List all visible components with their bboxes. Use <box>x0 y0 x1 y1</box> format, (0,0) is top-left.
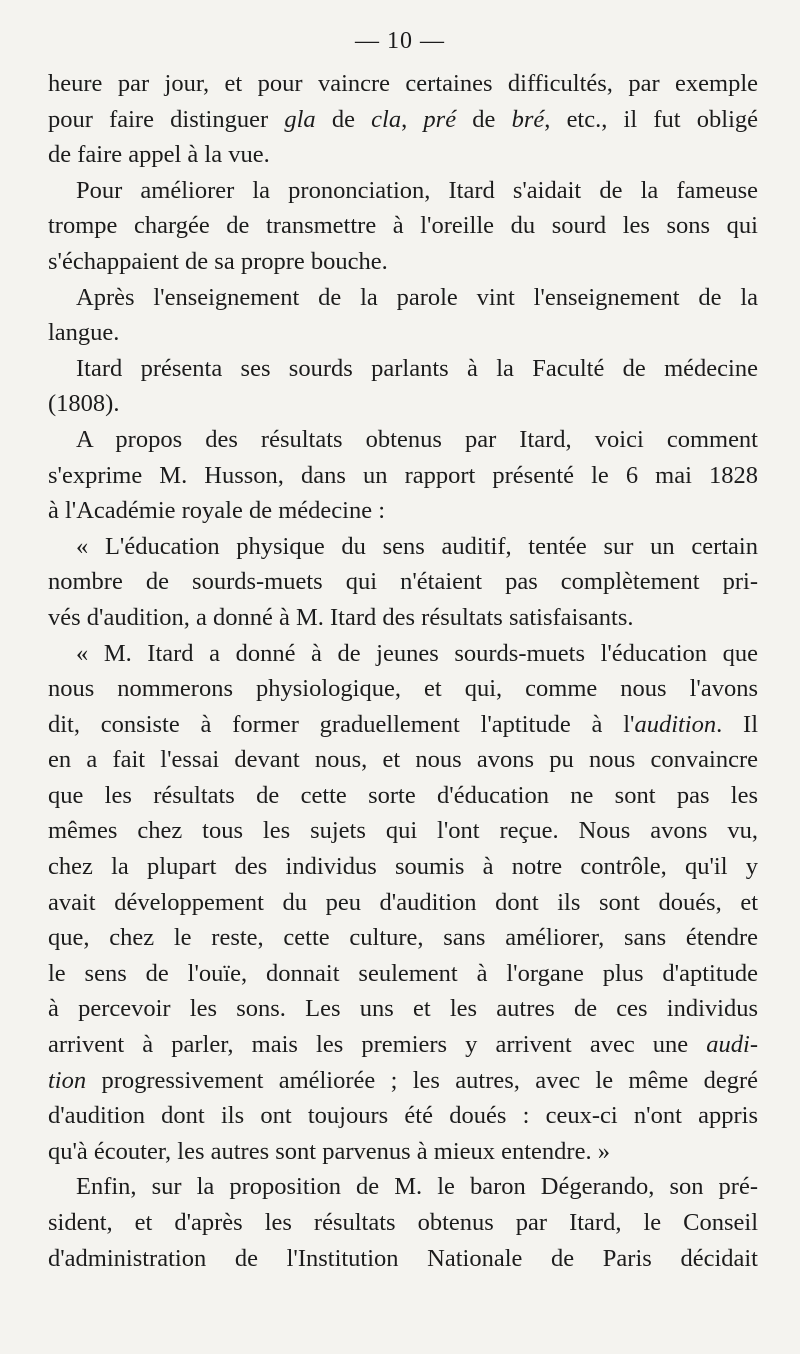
text-line: d'administration de l'Institution Nationale de Paris décidait <box>48 1244 758 1272</box>
text-line: vés d'audition, a donné à M. Itard des résultats satisfaisants. <box>48 603 634 631</box>
text-line: pour faire distinguer gla de cla, pré de bré, etc., il fut obligé <box>48 105 758 133</box>
text-line: (1808). <box>48 390 120 418</box>
text-line: s'échappaient de sa propre bouche. <box>48 247 388 275</box>
text-line: avait développement du peu d'audition dont ils sont doués, et <box>48 888 758 916</box>
text-line: en a fait l'essai devant nous, et nous avons pu nous convaincre <box>48 746 758 774</box>
text-line: arrivent à parler, mais les premiers y arrivent avec une audi- <box>48 1031 758 1059</box>
text-line: Après l'enseignement de la parole vint l'enseignement de la <box>76 283 758 311</box>
text-line: à l'Académie royale de médecine : <box>48 497 386 525</box>
text-line: que les résultats de cette sorte d'éducation ne sont pas les <box>48 781 758 809</box>
text-line: d'audition dont ils ont toujours été doués : ceux-ci n'ont appris <box>48 1102 758 1130</box>
text-line: le sens de l'ouïe, donnait seulement à l'organe plus d'aptitude <box>48 959 758 987</box>
text-line: tion progressivement améliorée ; les autres, avec le même degré <box>48 1066 758 1094</box>
text-line: « M. Itard a donné à de jeunes sourds-muets l'éducation que <box>76 639 758 667</box>
text-line: dit, consiste à former graduellement l'aptitude à l'audition. Il <box>48 710 758 738</box>
text-line: à percevoir les sons. Les uns et les autres de ces individus <box>48 995 758 1023</box>
text-line: nombre de sourds-muets qui n'étaient pas complètement pri- <box>48 568 758 596</box>
text-line: que, chez le reste, cette culture, sans améliorer, sans étendre <box>48 924 758 952</box>
text-line: « L'éducation physique du sens auditif, tentée sur un certain <box>76 532 758 560</box>
text-line: heure par jour, et pour vaincre certaines difficultés, par exemple <box>48 70 758 97</box>
text-line: s'exprime M. Husson, dans un rapport présenté le 6 mai 1828 <box>48 461 758 489</box>
text-line: qu'à écouter, les autres sont parvenus à mieux entendre. » <box>48 1137 610 1165</box>
text-line: de faire appel à la vue. <box>48 141 270 169</box>
text-line: trompe chargée de transmettre à l'oreille du sourd les sons qui <box>48 212 758 240</box>
text-line: Itard présenta ses sourds parlants à la Faculté de médecine <box>76 354 758 382</box>
text-line: Enfin, sur la proposition de M. le baron Dégerando, son pré- <box>76 1173 758 1201</box>
text-line: mêmes chez tous les sujets qui l'ont reçue. Nous avons vu, <box>48 817 758 845</box>
text-line: Pour améliorer la prononciation, Itard s'aidait de la fameuse <box>76 176 758 204</box>
text-line: nous nommerons physiologique, et qui, comme nous l'avons <box>48 675 758 703</box>
page-number: — 10 — <box>355 28 445 54</box>
body-text <box>48 66 758 1276</box>
text-line: A propos des résultats obtenus par Itard, voici comment <box>76 425 758 453</box>
text-line: langue. <box>48 319 120 347</box>
text-line: sident, et d'après les résultats obtenus par Itard, le Conseil <box>48 1209 758 1236</box>
text-line: chez la plupart des individus soumis à notre contrôle, qu'il y <box>48 853 758 881</box>
